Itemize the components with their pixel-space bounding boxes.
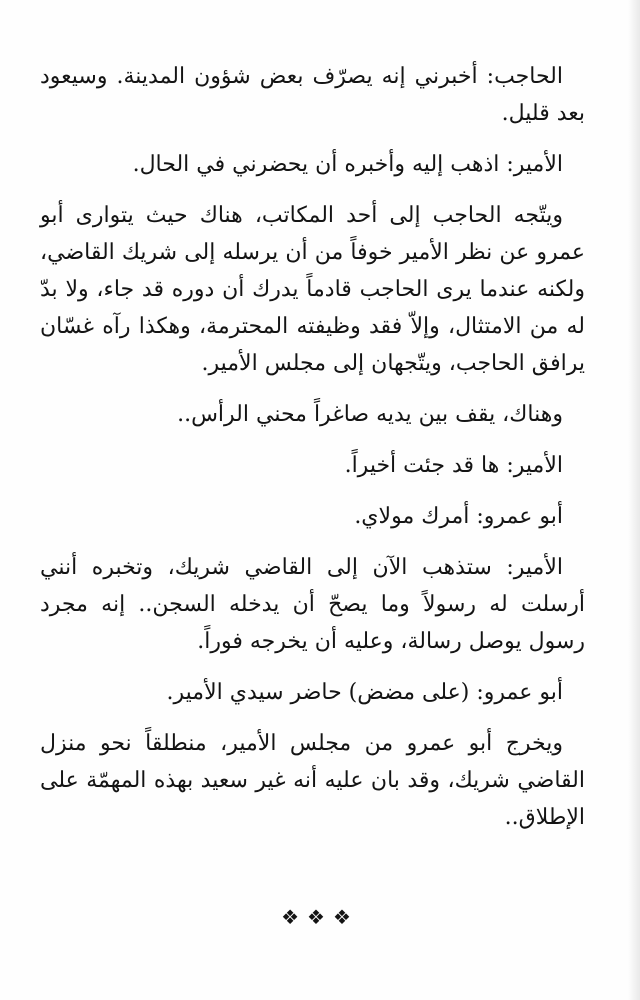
section-ornament: ❖❖❖: [281, 905, 359, 929]
body-text: [40, 58, 585, 850]
paragraph-abu-amr-reply: أبو عمرو: أمرك مولاي.: [354, 504, 563, 529]
paragraph-narration-standing: وهناك، يقف بين يديه صاغراً محني الرأس..: [177, 402, 563, 427]
paragraph-narration-departure: ويخرج أبو عمرو من مجلس الأمير، منطلقاً نحو منزل القاضي شريك، وقد بان عليه أنه غير سعيد بهذه المهمّة على الإطلاق..: [40, 731, 585, 830]
page-edge-shadow: [628, 0, 640, 1000]
paragraph-emir-finally: الأمير: ها قد جئت أخيراً.: [344, 453, 563, 478]
paragraph-abu-amr-consent: أبو عمرو: (على مضض) حاضر سيدي الأمير.: [166, 680, 563, 705]
paragraph-hajib-reply: الحاجب: أخبرني إنه يصرّف بعض شؤون المدينة. وسيعود بعد قليل.: [40, 64, 585, 126]
paragraph-narration-hajib: ويتّجه الحاجب إلى أحد المكاتب، هناك حيث يتوارى أبو عمرو عن نظر الأمير خوفاً من أن يرسله إلى شريك القاضي، ولكنه عندما يرى الحاجب قادماً يدرك أن دوره قد جاء، ولا بدّ له من الامتثال، وإلاّ فقد وظيفته المحترمة، وهكذا رآه غسّان يرافق الحاجب، ويتّجهان إلى مجلس الأمير.: [40, 203, 585, 376]
paragraph-emir-order: الأمير: اذهب إليه وأخبره أن يحضرني في الحال.: [132, 152, 563, 177]
paragraph-emir-instruction: الأمير: ستذهب الآن إلى القاضي شريك، وتخبره أنني أرسلت له رسولاً وما يصحّ أن يدخله السجن.. إنه مجرد رسول يوصل رسالة، وعليه أن يخرجه فوراً.: [40, 555, 585, 654]
